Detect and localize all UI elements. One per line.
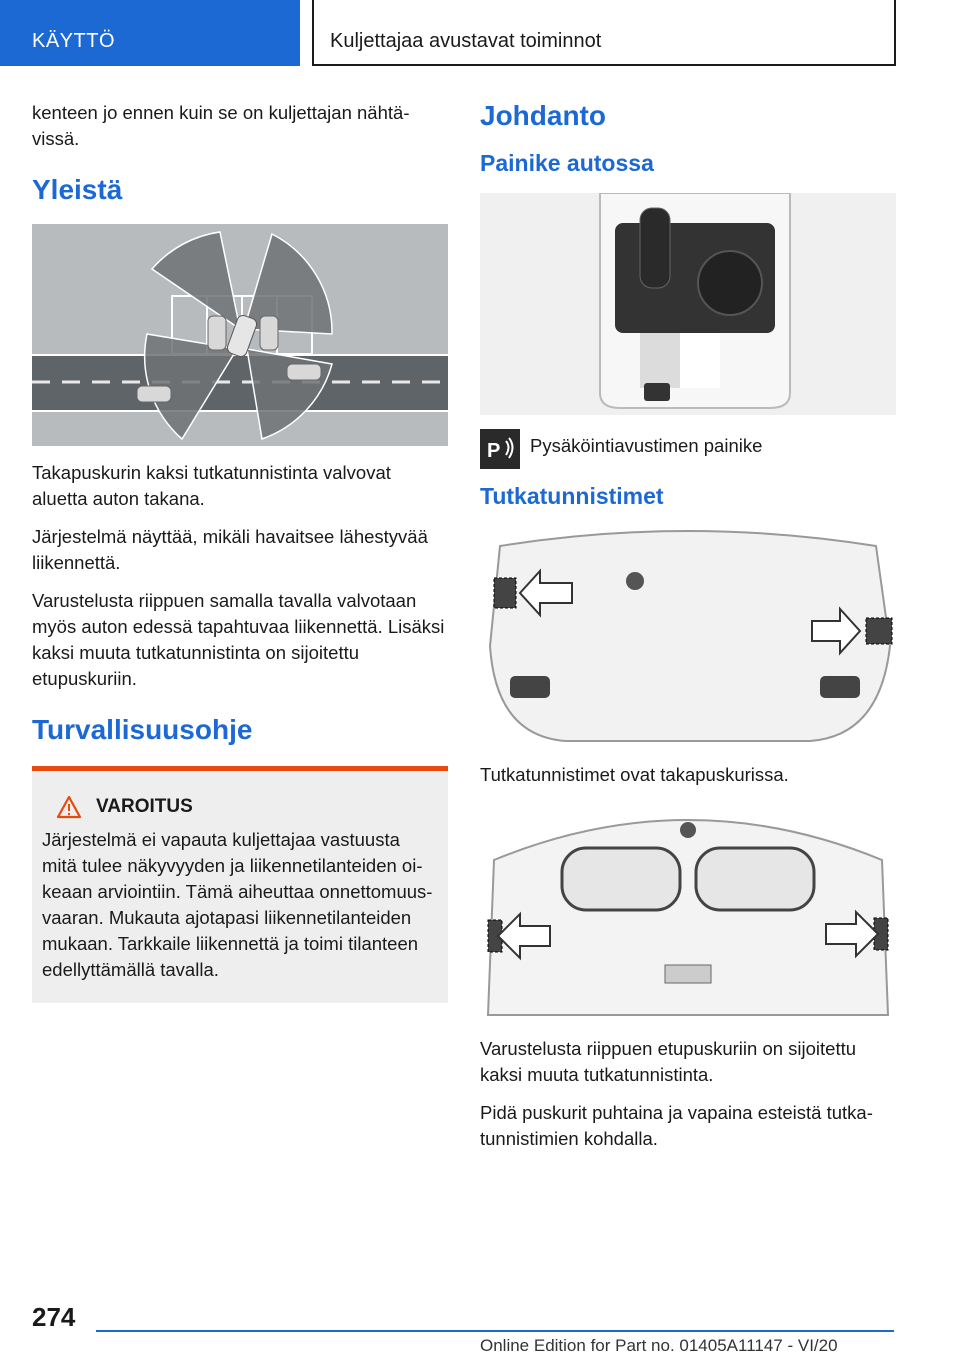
radar-coverage-diagram — [32, 224, 448, 446]
paragraph-sensors-front: Varustelusta riippuen etupuskuriin on sijoitettu kaksi muuta tutkatunnistinta. — [480, 1038, 857, 1085]
warning-triangle-icon — [56, 795, 82, 819]
subheading-button: Painike autossa — [480, 150, 654, 176]
rear-bumper-image — [480, 526, 896, 748]
warning-title-label: VAROITUS — [96, 796, 193, 817]
parking-assistant-icon — [480, 429, 520, 469]
parking-button-caption — [480, 429, 896, 469]
front-bumper-image — [480, 800, 896, 1022]
page-number: 274 — [32, 1302, 76, 1332]
svg-text:P: P — [487, 440, 501, 462]
paragraph-rear-sensors: Takapuskurin kaksi tutkatunnistinta valvovat aluetta auton takana. — [32, 462, 391, 509]
subheading-sensors: Tutkatunnistimet — [480, 483, 664, 509]
heading-general: Yleistä — [32, 174, 123, 205]
warning-title — [42, 795, 438, 819]
paragraph-sensors-rear: Tutkatunnistimet ovat takapuskurissa. — [480, 764, 789, 785]
center-console-image — [480, 193, 896, 415]
left-column — [32, 100, 448, 1003]
right-column — [480, 100, 896, 1164]
section-tab: KÄYTTÖ — [0, 0, 300, 66]
footer-divider — [96, 1330, 894, 1332]
footer-edition: Online Edition for Part no. 01405A11147 - VI/20 — [480, 1336, 838, 1355]
paragraph-sensors-clean: Pidä puskurit puhtaina ja vapaina esteistä tutkatunnistimien kohdalla. — [480, 1102, 873, 1149]
heading-intro: Johdanto — [480, 100, 606, 131]
intro-paragraph: kenteen jo ennen kuin se on kuljettajan nähtävissä. — [32, 102, 410, 149]
warning-box — [32, 766, 448, 1003]
paragraph-front-option: Varustelusta riippuen samalla tavalla valvotaan myös auton edessä tapahtuvaa liikennettä. Lisäksi kaksi muuta tutkatunnistinta on sijoitettu etupuskuriin. — [32, 590, 445, 689]
paragraph-display: Järjestelmä näyttää, mikäli havaitsee lähestyvää liikennettä. — [32, 526, 428, 573]
button-label: Pysäköintiavustimen painike — [530, 435, 763, 456]
chapter-title: Kuljettajaa avustavat toiminnot — [312, 0, 896, 66]
heading-safety: Turvallisuusohje — [32, 714, 253, 745]
warning-text: Järjestelmä ei vapauta kuljettajaa vastuusta mitä tulee näkyvyyden ja liikennetilanteiden oikeaan arviointiin. Tämä aiheuttaa onnettomuusvaaran. Mukauta ajotapasi liikennetilanteiden mukaan. Tarkkaile liikennettä ja toimi tilanteen edellyttämällä tavalla. — [42, 829, 433, 980]
page-header — [0, 0, 960, 66]
